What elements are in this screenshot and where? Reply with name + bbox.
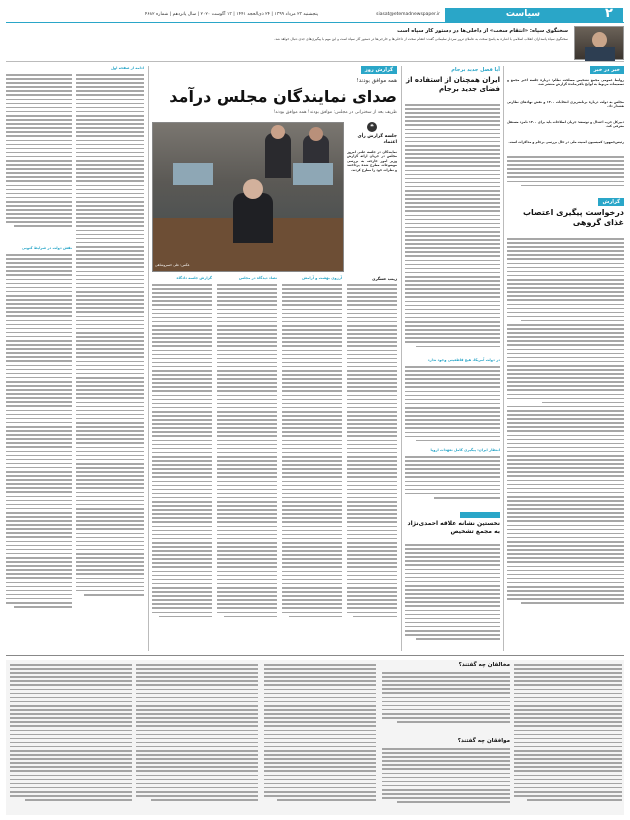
supporters-box [382, 738, 510, 813]
jcpoa-column [405, 66, 500, 651]
main-subtitle: ظریف بعد از سخنرانی در مجلس: موافق بودند! همه موافق بودند! [273, 110, 397, 115]
jcpoa-body-3 [405, 456, 500, 506]
top-strip-summary: سخنگوی سپاه پاسداران انقلاب اسلامی با اشاره به پاسخ سخت به عاملان ترور سردار سلیمانی گفت: انتقام سخت از داخلی‌ها و خارجی‌ها در دستور کار سپاه است و این مهم با پیگیری‌های جدی دنبال خواهد شد. [274, 37, 568, 41]
jcpoa-body-4 [405, 544, 500, 649]
col-divider-3 [148, 66, 149, 651]
main-subhead-2: تضاد دیدگاه در مجلس [239, 276, 277, 280]
photo-person-1 [265, 133, 291, 178]
page-header [0, 0, 630, 22]
quote-body: نمایندگان در جلسه علنی امروز مجلس در جریان ارائه گزارش وزیر امور خارجه، به بررسی موضوعات مطرح شده پرداختند و نظرات خود را مطرح کردند. [347, 150, 397, 172]
jcpoa-body-1 [405, 104, 500, 354]
photo-person-3-head [243, 179, 263, 199]
jcpoa-kicker: آیا فصل جدید برجام [451, 67, 500, 73]
left-subhead-1: ادامه از صفحه اول [110, 66, 144, 70]
photo-person-2-head [309, 127, 323, 141]
portrait-body [585, 47, 615, 61]
top-strip-title: سخنگوی سپاه: «انتقام سخت» از داخلی‌ها در دستور کار سپاه است [397, 28, 568, 34]
page-number: ۲ [605, 6, 613, 21]
opponents-box [382, 662, 510, 734]
top-strip [6, 26, 624, 62]
supporters-body [382, 748, 510, 811]
bottom-body-col-3 [10, 664, 132, 812]
bottom-body-col-1 [264, 664, 376, 812]
website[interactable]: siasat@etemadnewspaper.ir [376, 12, 440, 17]
jcpoa-bottom-title: نخستین نشانه علاقه احمدی‌نژاد به مجمع تشخیص [407, 520, 500, 535]
opponents-body [382, 672, 510, 732]
main-kicker: همه موافق بودند! [356, 78, 397, 84]
left-body-col-c [6, 254, 72, 649]
briefs-column [507, 66, 624, 651]
portrait-head [592, 32, 607, 48]
left-column [6, 66, 144, 651]
quote-head: جلسه گزارش رأی اعتماد [357, 134, 397, 145]
left-subhead-2: نقش دولت در شرایط کنونی [21, 246, 72, 250]
main-body-col-2 [282, 284, 342, 649]
photo-caption: عکس: علی خسروشاهی [155, 263, 190, 267]
brief-item-1: روابط عمومی مجمع تشخیص مصلحت نظام: درباره جلسه اخیر مجمع و تصمیمات مربوط به لوایح باقی‌مانده گزارش منتشر شد. [507, 78, 624, 87]
supporters-title: موافقان چه گفتند؟ [457, 738, 510, 744]
main-body-col-1 [347, 284, 397, 649]
feature-label: گزارش [598, 198, 624, 206]
jcpoa-bottom-label [460, 512, 500, 518]
author-photo [574, 26, 624, 60]
photo-person-1-head [271, 125, 285, 139]
left-body-col-a [76, 74, 144, 649]
quote-box [347, 122, 397, 214]
feature-title: درخواست پیگیری اعتصاب غذای گروهی [522, 208, 624, 227]
main-photo [152, 122, 344, 272]
bottom-section [6, 660, 624, 815]
left-body-col-b [6, 74, 72, 244]
briefs-label: خبر در خبر [590, 66, 624, 74]
bottom-body-col-2 [136, 664, 258, 812]
byline: زینب عسگری [371, 276, 397, 281]
photo-screen-1 [173, 163, 213, 185]
main-body-col-3 [217, 284, 277, 649]
photo-person-3 [233, 193, 273, 243]
brief-item-2: مجلس به دولت درباره برنامه‌ریزی انتخابات ۱۴۰۰ و نقش نهادهای نظارتی هشدار داد. [507, 100, 624, 109]
main-title: صدای نمایندگان مجلس درآمد [169, 87, 397, 106]
main-body-col-4 [152, 284, 212, 649]
jcpoa-subhead-2: انتظار ایران: پیگیری کامل تعهدات اروپا [430, 448, 500, 452]
main-subhead-1: آرزوی بهشت و آرامش [302, 276, 342, 280]
main-subhead-3: گزارش جلسه دادگاه [176, 276, 212, 280]
feature-body [507, 238, 624, 648]
quote-icon: ❝ [367, 122, 377, 132]
section-title: سیاست [505, 9, 541, 19]
col-divider-1 [503, 66, 504, 651]
jcpoa-title: ایران همچنان از استفاده از فضای جدید برجام [406, 76, 500, 93]
photo-screen-2 [293, 163, 333, 185]
col-divider-2 [401, 66, 402, 651]
opponents-title: مخالفان چه گفتند؟ [458, 662, 510, 668]
main-section-label: گزارش روز [361, 66, 397, 74]
briefs-body-text [507, 156, 624, 194]
jcpoa-body-2 [405, 366, 500, 446]
date-line: پنجشنبه ۲۳ مرداد ۱۳۹۹ | ۲۴ ذی‌الحجه ۱۴۴۱ | ۱۳ آگوست ۲۰۲۰ | سال پانزدهم | شماره ۴۶۸۲ [144, 12, 318, 17]
brief-item-3: دبیرکل حزب اعتدال و توسعه: جریان اصلاحات باید برای ۱۴۰۰ نامزد مستقل معرفی کند. [507, 120, 624, 129]
main-article [152, 66, 397, 651]
bottom-divider [6, 655, 624, 656]
bottom-body-col-4 [514, 664, 622, 812]
jcpoa-subhead-1: در دولت آمریکا، هیچ قاطعیتی وجود ندارد [427, 358, 500, 362]
brief-item-4: رئیس‌جمهور: کمیسیون امنیت ملی در حال بررسی برجام و مذاکرات است. [508, 140, 624, 144]
header-divider [6, 22, 624, 23]
top-strip-divider [6, 61, 624, 62]
